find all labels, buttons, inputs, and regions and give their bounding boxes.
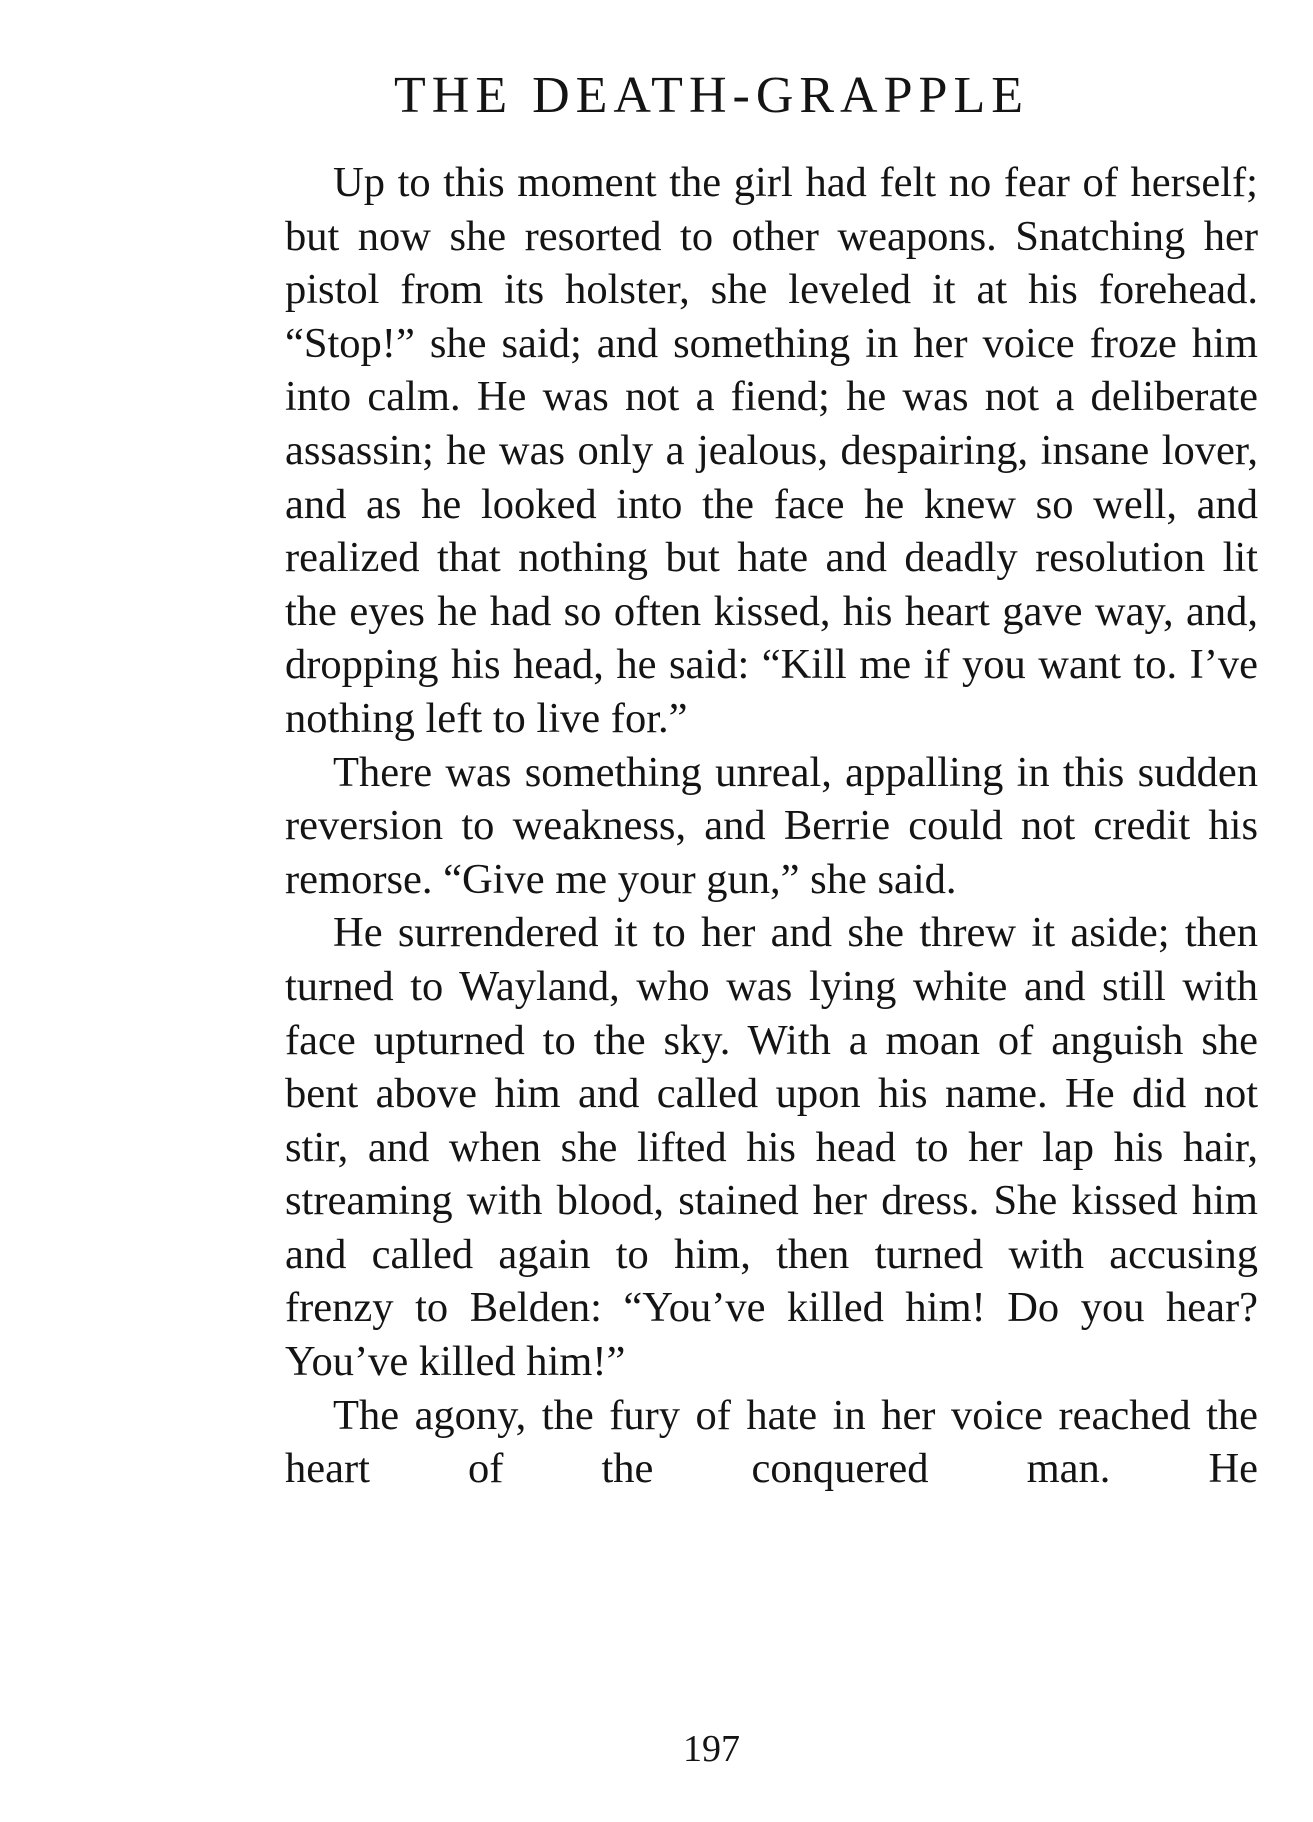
- paragraph: He surrendered it to her and she threw it aside; then turned to Wayland, who was lying white and still with face upturned to the sky. With a moan of anguish she bent above him and called upon his name. He did not stir, and when she lifted his head to her lap his hair, streaming with blood, stained her dress. She kissed him and called again to him, then turned with accusing frenzy to Belden: “You’ve killed him! Do you hear? You’ve killed him!”: [285, 909, 1258, 1386]
- running-title: THE DEATH-GRAPPLE: [394, 67, 1029, 124]
- paragraph: Up to this moment the girl had felt no fear of herself; but now she resorted to other weapons. Snatching her pistol from its holster, she leveled it at his forehead. “Stop!” she said; and something in her voice froze him into calm. He was not a fiend; he was not a deliberate assassin; he was only a jealous, despairing, insane lover, and as he looked into the face he knew so well, and realized that nothing but hate and deadly resolution lit the eyes he had so often kissed, his heart gave way, and, dropping his head, he said: “Kill me if you want to. I’ve nothing left to live for.”: [285, 159, 1258, 742]
- body-text: [285, 156, 1258, 1496]
- paragraph: There was something unreal, appalling in this sudden reversion to weakness, and Berrie could not credit his remorse. “Give me your gun,” she said.: [285, 748, 1258, 903]
- page-number: 197: [683, 1728, 740, 1770]
- paragraph: The agony, the fury of hate in her voice reached the heart of the conquered man. He: [285, 1391, 1258, 1493]
